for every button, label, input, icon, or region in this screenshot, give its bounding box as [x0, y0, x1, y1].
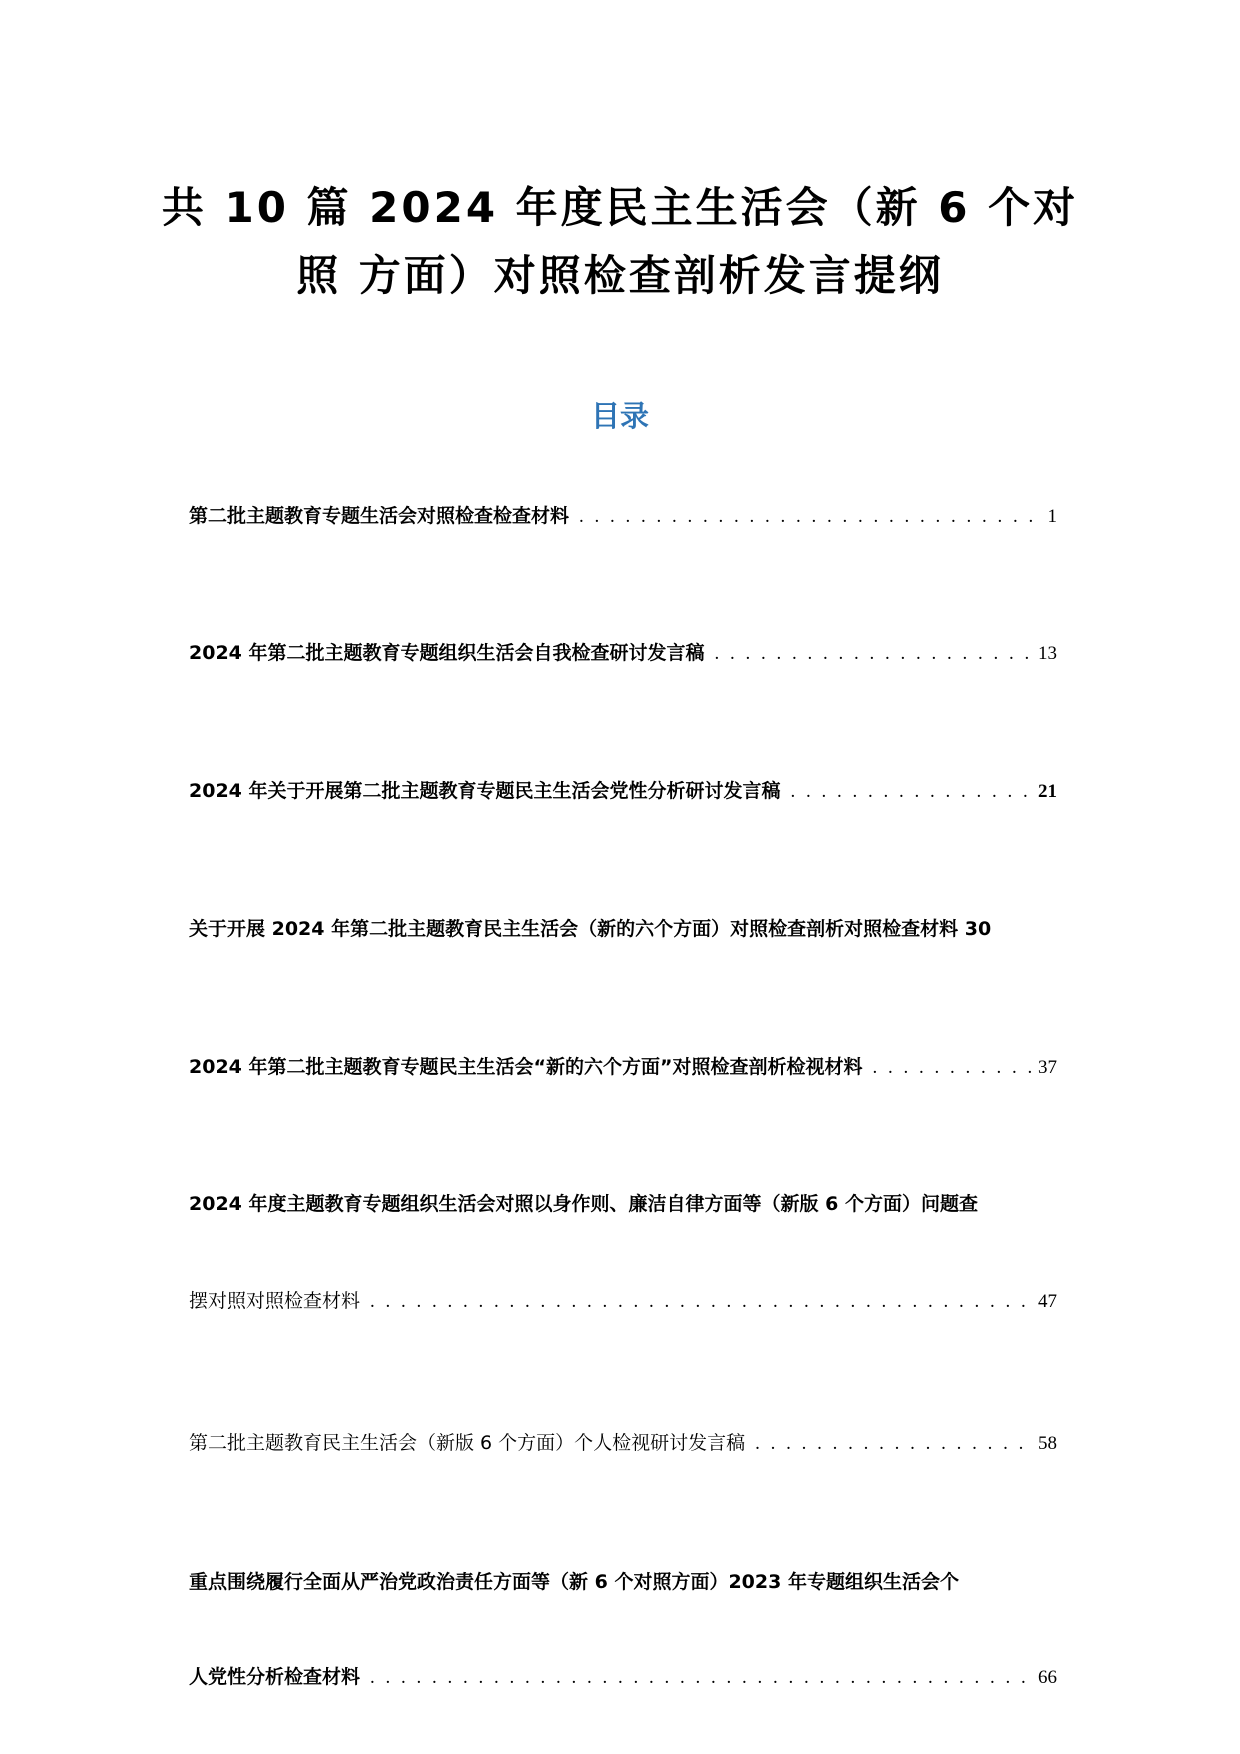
document-title-line-2: 照 方面）对照检查剖析发言提纲 — [296, 251, 944, 300]
toc-leader-dots — [370, 1663, 1032, 1693]
document-title-line-1: 共 10 篇 2024 年度民主生活会（新 6 个对 — [161, 183, 1079, 232]
toc-leader-dots — [791, 777, 1033, 807]
toc-entry-title: 2024 年度主题教育专题组织生活会对照以身作则、廉洁自律方面等（新版 6 个方面）问题查 — [189, 1193, 978, 1215]
toc-entry-page: 37 — [1038, 1057, 1057, 1078]
toc-entry-title: 2024 年第二批主题教育专题组织生活会自我检查研讨发言稿 — [189, 642, 705, 664]
toc-entry-page: 66 — [1038, 1667, 1057, 1688]
toc-entry-title: 重点围绕履行全面从严治党政治责任方面等（新 6 个对照方面）2023 年专题组织生活会个 — [189, 1571, 959, 1593]
toc-entry-8-line-1[interactable] — [189, 1567, 1057, 1597]
toc-entry-6-line-2[interactable] — [189, 1286, 1057, 1317]
toc-entry-page: 21 — [1038, 781, 1057, 802]
toc-entry-8-line-2[interactable] — [189, 1662, 1057, 1693]
toc-entry-page: 47 — [1038, 1291, 1057, 1312]
toc-entry-page: 1 — [1047, 506, 1057, 527]
toc-entry-4[interactable] — [189, 914, 1057, 944]
toc-entry-2[interactable] — [189, 638, 1057, 669]
toc-leader-dots — [755, 1429, 1032, 1459]
toc-entry-title: 第二批主题教育民主生活会（新版 6 个方面）个人检视研讨发言稿 — [189, 1432, 746, 1454]
toc-entry-title: 摆对照对照检查材料 — [189, 1290, 361, 1312]
toc-entry-1[interactable] — [189, 501, 1057, 532]
toc-entry-6-line-1[interactable] — [189, 1189, 1057, 1219]
toc-leader-dots — [579, 502, 1041, 532]
toc-leader-dots — [715, 639, 1033, 669]
toc-entry-page: 58 — [1038, 1433, 1057, 1454]
toc-entry-title: 第二批主题教育专题生活会对照检查检查材料 — [189, 505, 570, 527]
toc-entry-title: 关于开展 2024 年第二批主题教育民主生活会（新的六个方面）对照检查剖析对照检查材料 30 — [189, 918, 992, 940]
toc-leader-dots — [370, 1287, 1032, 1317]
toc-heading: 目录 — [590, 399, 649, 433]
toc-entry-page: 13 — [1038, 643, 1057, 664]
toc-entry-7[interactable] — [189, 1428, 1057, 1459]
toc-entry-3[interactable] — [189, 776, 1057, 807]
toc-leader-dots — [872, 1053, 1032, 1083]
toc-entry-title: 2024 年关于开展第二批主题教育专题民主生活会党性分析研讨发言稿 — [189, 780, 781, 802]
toc-entry-title: 2024 年第二批主题教育专题民主生活会“新的六个方面”对照检查剖析检视材料 — [189, 1056, 863, 1078]
toc-entry-title: 人党性分析检查材料 — [189, 1666, 361, 1688]
toc-entry-5[interactable] — [189, 1052, 1057, 1083]
